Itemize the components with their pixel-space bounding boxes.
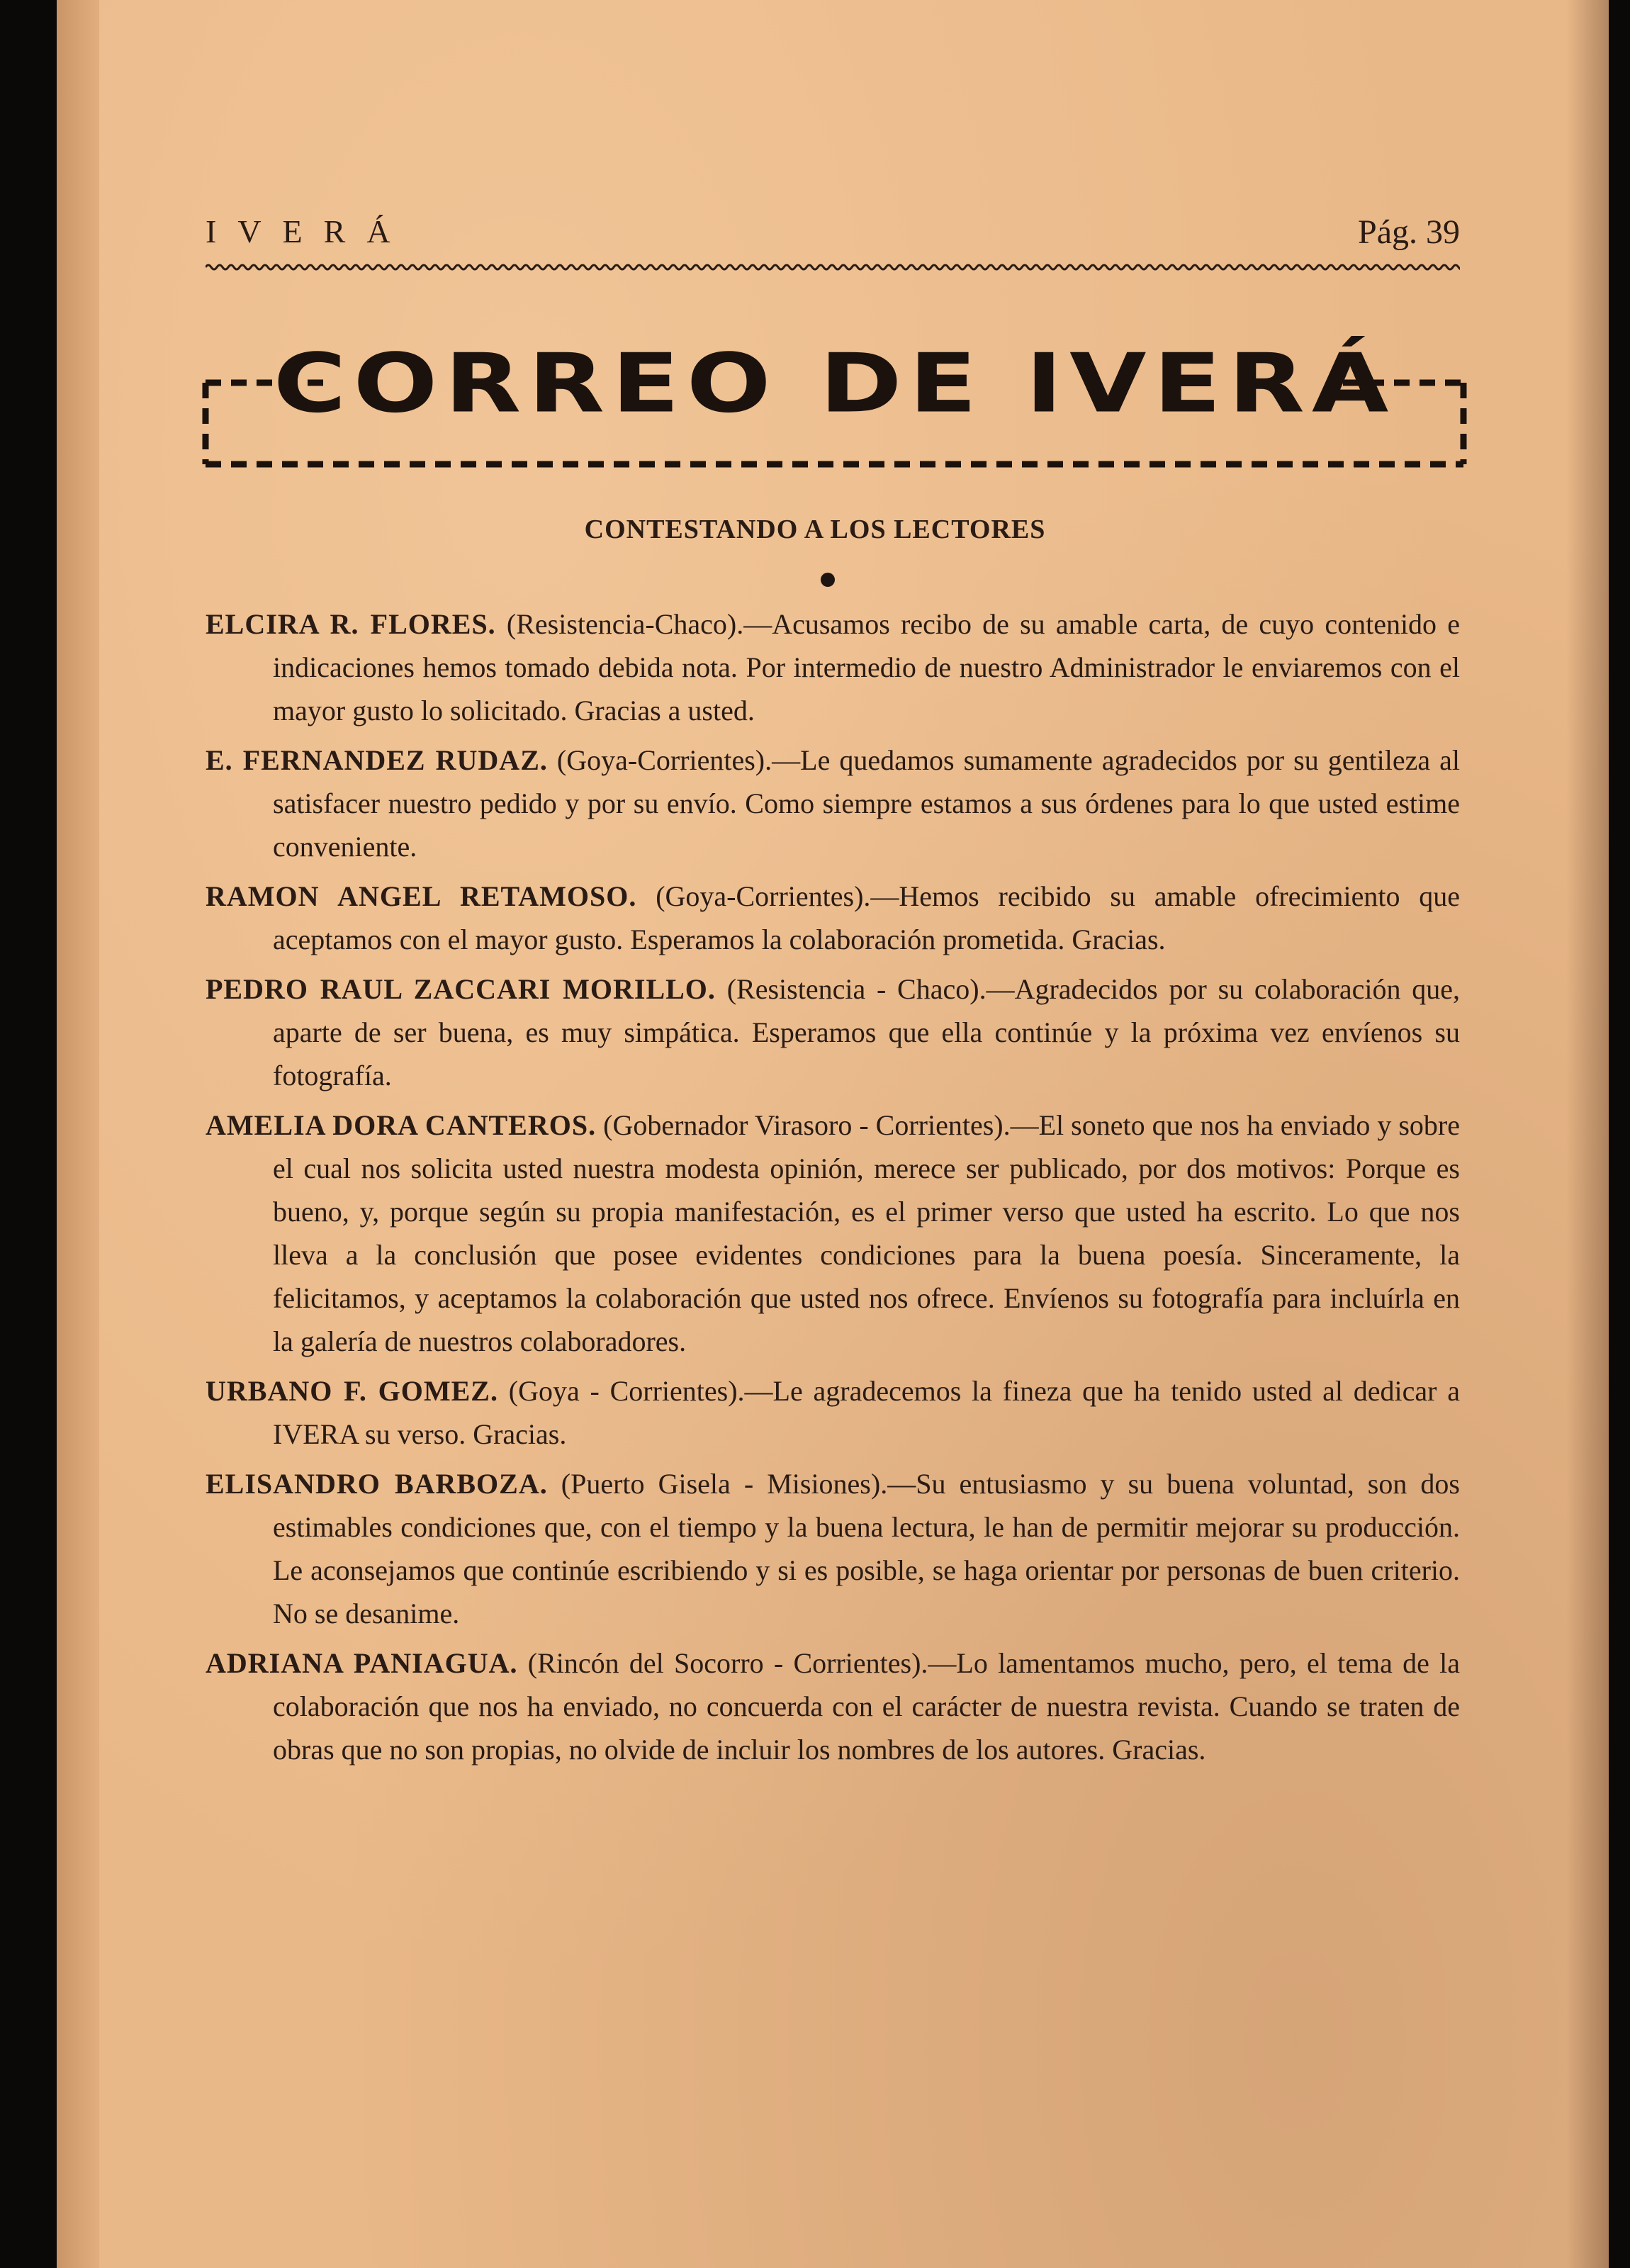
letter-entry [206,1369,1460,1456]
reader-name: ADRIANA PANIAGUA. [206,1647,518,1679]
letter-entry [206,739,1460,868]
reply-text: (Resistencia - Chaco).—Agradecidos por su colaboración que, aparte de ser buena, es muy simpática. Esperamos que ella continúe y la próxima vez envíenos su fotografía. [273,973,1461,1091]
letter-entry [206,1641,1460,1771]
reader-name: E. FERNANDEZ RUDAZ. [206,744,548,776]
letter-entry [206,967,1460,1097]
section-title: CORREO DE IVERÁ [273,336,1396,432]
letter-entry [206,602,1460,732]
reader-name: PEDRO RAUL ZACCARI MORILLO. [206,973,716,1005]
reply-text: (Rincón del Socorro - Corrientes).—Lo lamentamos mucho, pero, el tema de la colaboración que nos ha enviado, no concuerda con el carácter de nuestra revista. Cuando se traten de obras que no son propias, no olvide de incluir los nombres de los autores. Gracias. [273,1647,1461,1765]
reply-text: (Goya-Corrientes).—Le quedamos sumamente agradecidos por su gentileza al satisfacer nuestro pedido y por su envío. Como siempre estamos a sus órdenes para lo que usted estime conveniente. [273,744,1461,863]
subheading: CONTESTANDO A LOS LECTORES [584,515,1046,544]
letters-list [206,602,1460,1778]
magazine-name: IVERÁ [206,213,412,249]
reader-name: URBANO F. GOMEZ. [206,1375,498,1407]
bullet-dot [821,573,835,587]
reader-name: ELCIRA R. FLORES. [206,608,496,640]
wavy-rule [206,262,1460,272]
reply-text: (Goya - Corrientes).—Le agradecemos la fineza que ha tenido usted al dedicar a IVERA su verso. Gracias. [273,1375,1460,1450]
reader-name: RAMON ANGEL RETAMOSO. [206,880,637,912]
page-number: Pág. 39 [1358,213,1460,251]
letter-entry [206,875,1460,961]
reader-name: AMELIA DORA CANTEROS. [206,1109,597,1141]
letter-entry [206,1462,1460,1635]
reader-name: ELISANDRO BARBOZA. [206,1468,548,1500]
reply-text: (Resistencia-Chaco).—Acusamos recibo de su amable carta, de cuyo contenido e indicaciones hemos tomado debida nota. Por intermedio de nuestro Administrador le enviaremos con el mayor gusto lo solicitado. Gracias a usted. [273,608,1460,726]
reply-text: (Goya-Corrientes).—Hemos recibido su amable ofrecimiento que aceptamos con el mayor gusto. Esperamos la colaboración prometida. Gracias. [273,880,1461,955]
reply-text: (Gobernador Virasoro - Corrientes).—El soneto que nos ha enviado y sobre el cual nos solicita usted nuestra modesta opinión, merece ser publicado, por dos motivos: Porque es bueno, y, porque según su propia manifestación, es el primer verso que usted ha escrito. Lo que nos lleva a la conclusión que posee evidentes condiciones para la buena poesía. Sinceramente, la felicitamos, y aceptamos la colaboración que usted nos ofrece. Envíenos su fotografía para incluírla en la galería de nuestros colaboradores. [273,1109,1461,1357]
reply-text: (Puerto Gisela - Misiones).—Su entusiasmo y su buena voluntad, son dos estimables condiciones que, con el tiempo y la buena lectura, le han de permitir mejorar su producción. Le aconsejamos que continúe escribiendo y si es posible, se haga orientar por personas de buen criterio. No se desanime. [273,1468,1460,1629]
section-title-frame [198,305,1471,475]
letter-entry [206,1104,1460,1363]
page-edge [57,0,99,2268]
running-header [206,213,1460,255]
